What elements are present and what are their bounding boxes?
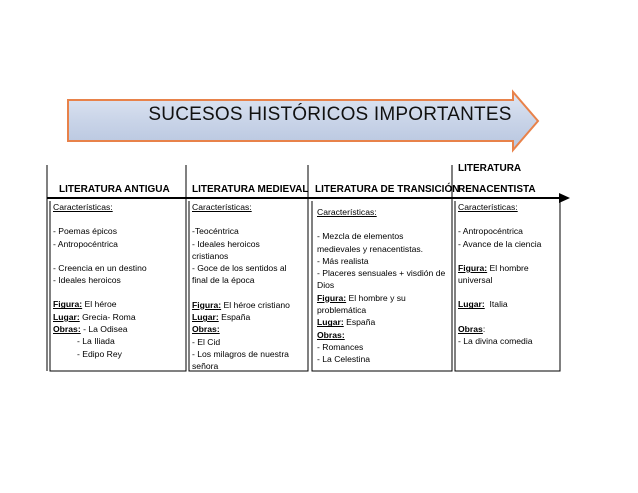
lugar-row	[53, 311, 183, 323]
box-heading: Características:	[192, 202, 252, 212]
box-antigua	[53, 201, 183, 360]
figura-label: Figura:	[458, 262, 488, 273]
figura-value-cont: problemática	[317, 305, 367, 316]
feature-item: medievales y renacentistas.	[317, 243, 424, 254]
feature-item: - Placeres sensuales + visdión de	[317, 268, 446, 279]
obras-label: Obras:	[317, 329, 345, 340]
period-label-antigua: LITERATURA ANTIGUA	[59, 184, 170, 195]
period-label-renacentista-line2: RENACENTISTA	[458, 184, 536, 195]
figura-row	[53, 298, 183, 310]
lugar-row	[458, 298, 558, 310]
timeline-arrowhead	[559, 193, 570, 203]
feature-item: - Goce de los sentidos al	[192, 263, 287, 274]
lugar-row	[192, 311, 306, 323]
obras-item: - El Cid	[192, 336, 221, 347]
figura-row	[317, 292, 450, 304]
lugar-value: España	[346, 317, 376, 328]
obras-item: - La Odisea	[83, 324, 128, 335]
feature-item: - Ideales heroicos	[192, 238, 260, 249]
feature-item: - Ideales heroicos	[53, 275, 121, 286]
figura-value: El hombre	[489, 262, 529, 273]
box-heading: Características:	[458, 202, 518, 212]
feature-item: Dios	[317, 280, 335, 291]
obras-item: - La divina comedia	[458, 336, 533, 347]
obras-item: - Edipo Rey	[77, 348, 122, 359]
obras-item: - Los milagros de nuestra	[192, 348, 289, 359]
obras-colon: :	[482, 323, 486, 334]
lugar-value: España	[221, 312, 251, 323]
lugar-value: Italia	[489, 299, 508, 310]
feature-item: - Mezcla de elementos	[317, 231, 404, 242]
figura-row	[192, 299, 306, 311]
figura-label: Figura:	[317, 292, 347, 303]
box-heading: Características:	[317, 207, 377, 217]
figura-value: El hombre y su	[348, 292, 406, 303]
box-transicion	[317, 206, 450, 366]
figura-row	[458, 262, 558, 274]
obras-row	[192, 323, 306, 335]
figura-label: Figura:	[192, 299, 222, 310]
banner-title: SUCESOS HISTÓRICOS IMPORTANTES	[148, 104, 512, 125]
obras-label: Obras	[458, 323, 483, 334]
feature-item: - Antropocéntrica	[53, 238, 118, 249]
box-renacentista	[458, 201, 558, 347]
figura-value: El héroe	[84, 299, 117, 310]
lugar-label: Lugar:	[192, 312, 219, 323]
lugar-label: Lugar:	[53, 311, 80, 322]
figura-value: El héroe cristiano	[223, 299, 290, 310]
obras-row	[458, 323, 558, 335]
lugar-value: Grecia- Roma	[82, 311, 136, 322]
feature-item: cristianos	[192, 250, 229, 261]
lugar-label: Lugar:	[458, 299, 485, 310]
figura-value-cont: universal	[458, 275, 493, 286]
lugar-row	[317, 316, 450, 328]
feature-item: - Poemas épicos	[53, 226, 118, 237]
obras-label: Obras:	[192, 324, 220, 335]
feature-item: -Teocéntrica	[192, 226, 239, 237]
period-label-medieval: LITERATURA MEDIEVAL	[192, 184, 309, 195]
feature-item: final de la época	[192, 275, 255, 286]
period-label-transicion: LITERATURA DE TRANSICIÓN	[315, 184, 460, 195]
box-medieval	[192, 201, 306, 373]
lugar-label: Lugar:	[317, 317, 344, 328]
obras-item: - La Celestina	[317, 354, 371, 365]
obras-item: - La Iliada	[77, 336, 115, 347]
obras-item: - Romances	[317, 341, 364, 352]
feature-item: - Antropocéntrica	[458, 226, 523, 237]
obras-label: Obras:	[53, 324, 81, 335]
box-heading: Características:	[53, 202, 113, 212]
feature-item: - Más realista	[317, 255, 369, 266]
period-label-renacentista-line1: LITERATURA	[458, 163, 522, 174]
obras-item: señora	[192, 361, 219, 372]
obras-row	[317, 329, 450, 341]
feature-item: - Creencia en un destino	[53, 262, 147, 273]
obras-row	[53, 323, 183, 335]
feature-item: - Avance de la ciencia	[458, 238, 542, 249]
figura-label: Figura:	[53, 299, 83, 310]
